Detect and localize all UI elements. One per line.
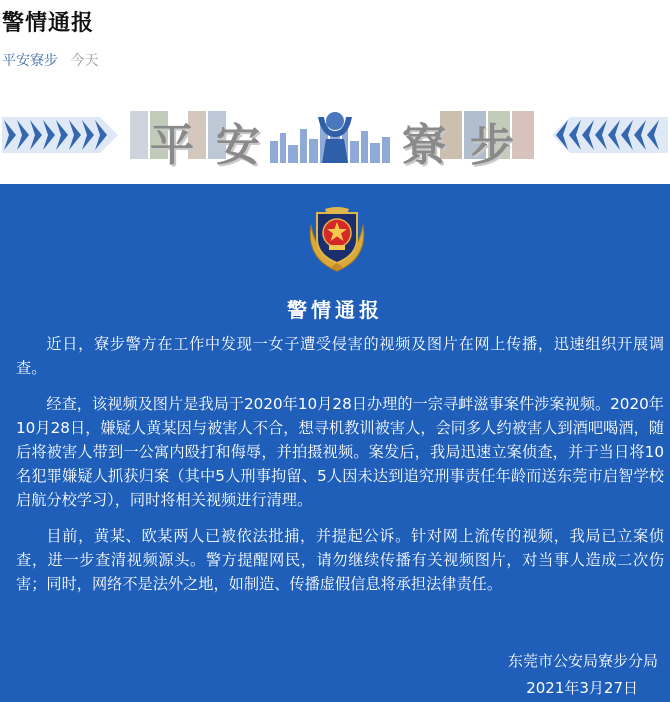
- header-banner: [0, 103, 670, 167]
- notice-paragraph-2: 经查，该视频及图片是我局于2020年10月28日办理的一宗寻衅滋事案件涉案视频。2020年10月28日，嫌疑人黄某因与被害人不合，想寻机教训被害人，会同多人约被害人到酒吧喝酒，随后将被害人带到一公寓内殴打和侮辱，并拍摄视频。案发后，我局迅速立案侦查，并于当日将10名犯罪嫌疑人抓获归案（其中5人刑事拘留、5人因未达到追究刑事责任年龄而送东莞市启智学校启航分校学习），同时将相关视频进行清理。: [16, 395, 664, 509]
- publish-time: 今天: [70, 53, 99, 69]
- police-emblem-icon: [305, 205, 369, 273]
- account-name-link[interactable]: 平安寮步: [2, 53, 58, 69]
- article-title: 警情通报: [2, 11, 95, 36]
- notice-title: 警情通报: [287, 298, 383, 322]
- notice-paragraph-1: 近日，寮步警方在工作中发现一女子遭受侵害的视频及图片在网上传播，迅速组织开展调查。: [16, 335, 664, 377]
- notice-paragraph-3: 目前，黄某、欧某两人已被依法批捕，并提起公诉。针对网上流传的视频，我局已立案侦查，进一步查清视频源头。警方提醒网民，请勿继续传播有关视频图片，对当事人造成二次伤害；同时，网络不是法外之地，如制造、传播虚假信息将承担法律责任。: [16, 527, 664, 593]
- issuing-authority: 东莞市公安局寮步分局: [507, 652, 658, 670]
- banner-char-2: 安: [216, 120, 260, 167]
- notice-date: 2021年3月27日: [526, 679, 638, 697]
- notice-body: [16, 332, 664, 608]
- notice-signature-block: [508, 648, 658, 702]
- banner-char-4: 步: [470, 120, 514, 167]
- article-meta: [2, 50, 98, 70]
- banner-char-1: 平: [150, 120, 194, 167]
- banner-graphic: [0, 103, 670, 167]
- banner-char-3: 寮: [402, 120, 446, 167]
- police-notice-panel: [0, 184, 670, 702]
